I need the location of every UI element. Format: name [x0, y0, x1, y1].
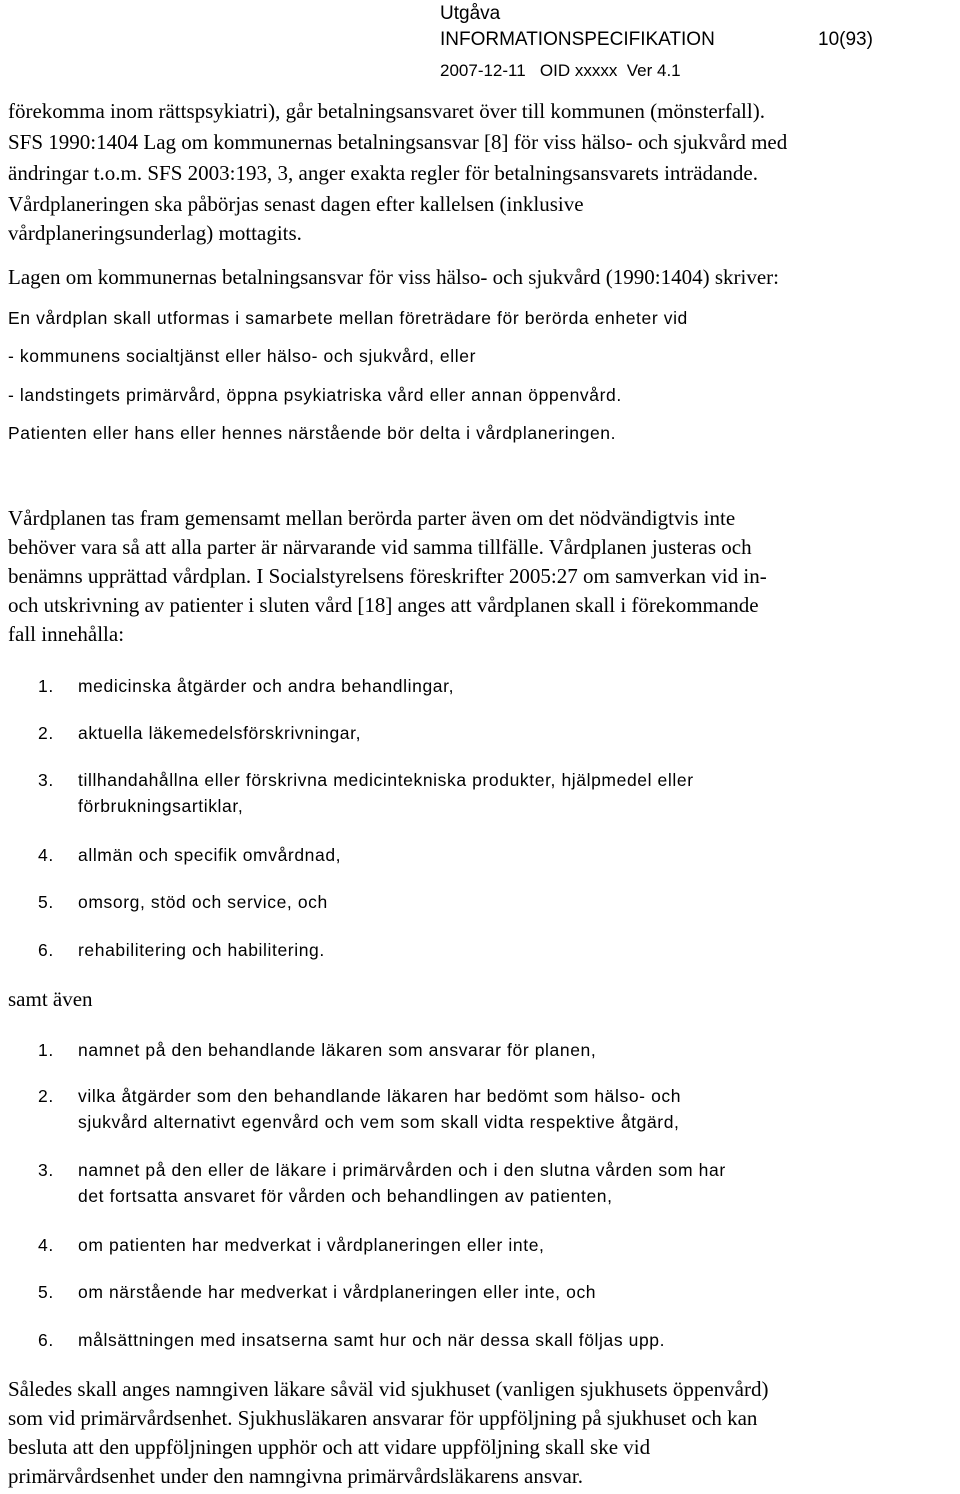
- quote-line: - kommunens socialtjänst eller hälso- och sjukvård, eller: [8, 346, 476, 366]
- list-text: vilka åtgärder som den behandlande läkaren har bedömt som hälso- och sjukvård alternativt egenvård och vem som skall vidta respektive åtgärd,: [78, 1086, 682, 1132]
- text-line: benämns upprättad vårdplan. I Socialstyrelsens föreskrifter 2005:27 om samverkan vid in-: [8, 564, 767, 588]
- text-line: besluta att den uppföljningen upphör och att vidare uppföljning skall ske vid: [8, 1435, 651, 1459]
- text-line: Således skall anges namngiven läkare såväl vid sjukhuset (vanligen sjukhusets öppenvård): [8, 1377, 769, 1401]
- list-text: namnet på den behandlande läkaren som ansvarar för planen,: [78, 1040, 597, 1060]
- list-text: medicinska åtgärder och andra behandlingar,: [78, 676, 455, 696]
- list-text: omsorg, stöd och service, och: [78, 892, 328, 912]
- text-line: Vårdplaneringen ska påbörjas senast dagen efter kallelsen (inklusive: [8, 192, 584, 216]
- list-item: [38, 1232, 545, 1258]
- list-number: 4.: [38, 845, 54, 865]
- header-edition: Utgåva: [440, 3, 501, 24]
- list-text: aktuella läkemedelsförskrivningar,: [78, 723, 362, 743]
- list-item: [38, 720, 361, 746]
- list-text: tillhandahållna eller förskrivna medicintekniska produkter, hjälpmedel eller förbrukningsartiklar,: [78, 770, 694, 816]
- quote-line: Patienten eller hans eller hennes närstående bör delta i vårdplaneringen.: [8, 423, 617, 443]
- list-number: 2.: [38, 1086, 54, 1106]
- list-number: 4.: [38, 1235, 54, 1255]
- text-line: SFS 1990:1404 Lag om kommunernas betalningsansvar [8] för viss hälso- och sjukvård med: [8, 130, 788, 154]
- list-text: om patienten har medverkat i vårdplaneringen eller inte,: [78, 1235, 545, 1255]
- samt-aven-label: samt även: [8, 987, 93, 1011]
- list-text: målsättningen med insatserna samt hur och när dessa skall följas upp.: [78, 1330, 666, 1350]
- list-text: namnet på den eller de läkare i primärvården och i den slutna vården som har det fortsatta ansvaret för vården och behandlingen av patienten,: [78, 1160, 726, 1206]
- list-item: [38, 1083, 681, 1135]
- text-line: vårdplaneringsunderlag) mottagits.: [8, 221, 302, 245]
- header-meta: 2007-12-11 OID xxxxx Ver 4.1: [440, 61, 681, 80]
- list-item: [38, 673, 454, 699]
- quote-line: En vårdplan skall utformas i samarbete mellan företrädare för berörda enheter vid: [8, 308, 688, 328]
- text-line: ändringar t.o.m. SFS 2003:193, 3, anger exakta regler för betalningsansvarets inträdande.: [8, 161, 758, 185]
- text-line: behöver vara så att alla parter är närvarande vid samma tillfälle. Vårdplanen justeras och: [8, 535, 752, 559]
- text-line: förekomma inom rättspsykiatri), går betalningsansvaret över till kommunen (mönsterfall).: [8, 99, 765, 123]
- document-title: INFORMATIONSPECIFIKATION: [440, 29, 715, 50]
- list-number: 1.: [38, 676, 54, 696]
- list-number: 6.: [38, 1330, 54, 1350]
- text-line: Vårdplanen tas fram gemensamt mellan berörda parter även om det nödvändigtvis inte: [8, 506, 736, 530]
- list-number: 1.: [38, 1040, 54, 1060]
- list-item: [38, 937, 325, 963]
- text-line: som vid primärvårdsenhet. Sjukhusläkaren ansvarar för uppföljning på sjukhuset och kan: [8, 1406, 758, 1430]
- list-item: [38, 1327, 665, 1353]
- law-intro: Lagen om kommunernas betalningsansvar för viss hälso- och sjukvård (1990:1404) skriver:: [8, 265, 780, 289]
- list-text: rehabilitering och habilitering.: [78, 940, 325, 960]
- text-line: fall innehålla:: [8, 622, 125, 646]
- text-line: och utskrivning av patienter i sluten vård [18] anges att vårdplanen skall i förekommande: [8, 593, 759, 617]
- list-text: allmän och specifik omvårdnad,: [78, 845, 342, 865]
- list-item: [38, 889, 328, 915]
- list-number: 2.: [38, 723, 54, 743]
- quote-line: - landstingets primärvård, öppna psykiatriska vård eller annan öppenvård.: [8, 385, 622, 405]
- list-text: om närstående har medverkat i vårdplaneringen eller inte, och: [78, 1282, 597, 1302]
- text-line: primärvårdsenhet under den namngivna primärvårdsläkarens ansvar.: [8, 1464, 583, 1488]
- list-number: 5.: [38, 1282, 54, 1302]
- list-item: [38, 842, 341, 868]
- list-item: [38, 1037, 596, 1063]
- list-item: [38, 1157, 726, 1209]
- list-number: 6.: [38, 940, 54, 960]
- list-item: [38, 1279, 596, 1305]
- page-number: 10(93): [818, 29, 873, 50]
- list-number: 3.: [38, 770, 54, 790]
- list-item: [38, 767, 694, 819]
- list-number: 3.: [38, 1160, 54, 1180]
- list-number: 5.: [38, 892, 54, 912]
